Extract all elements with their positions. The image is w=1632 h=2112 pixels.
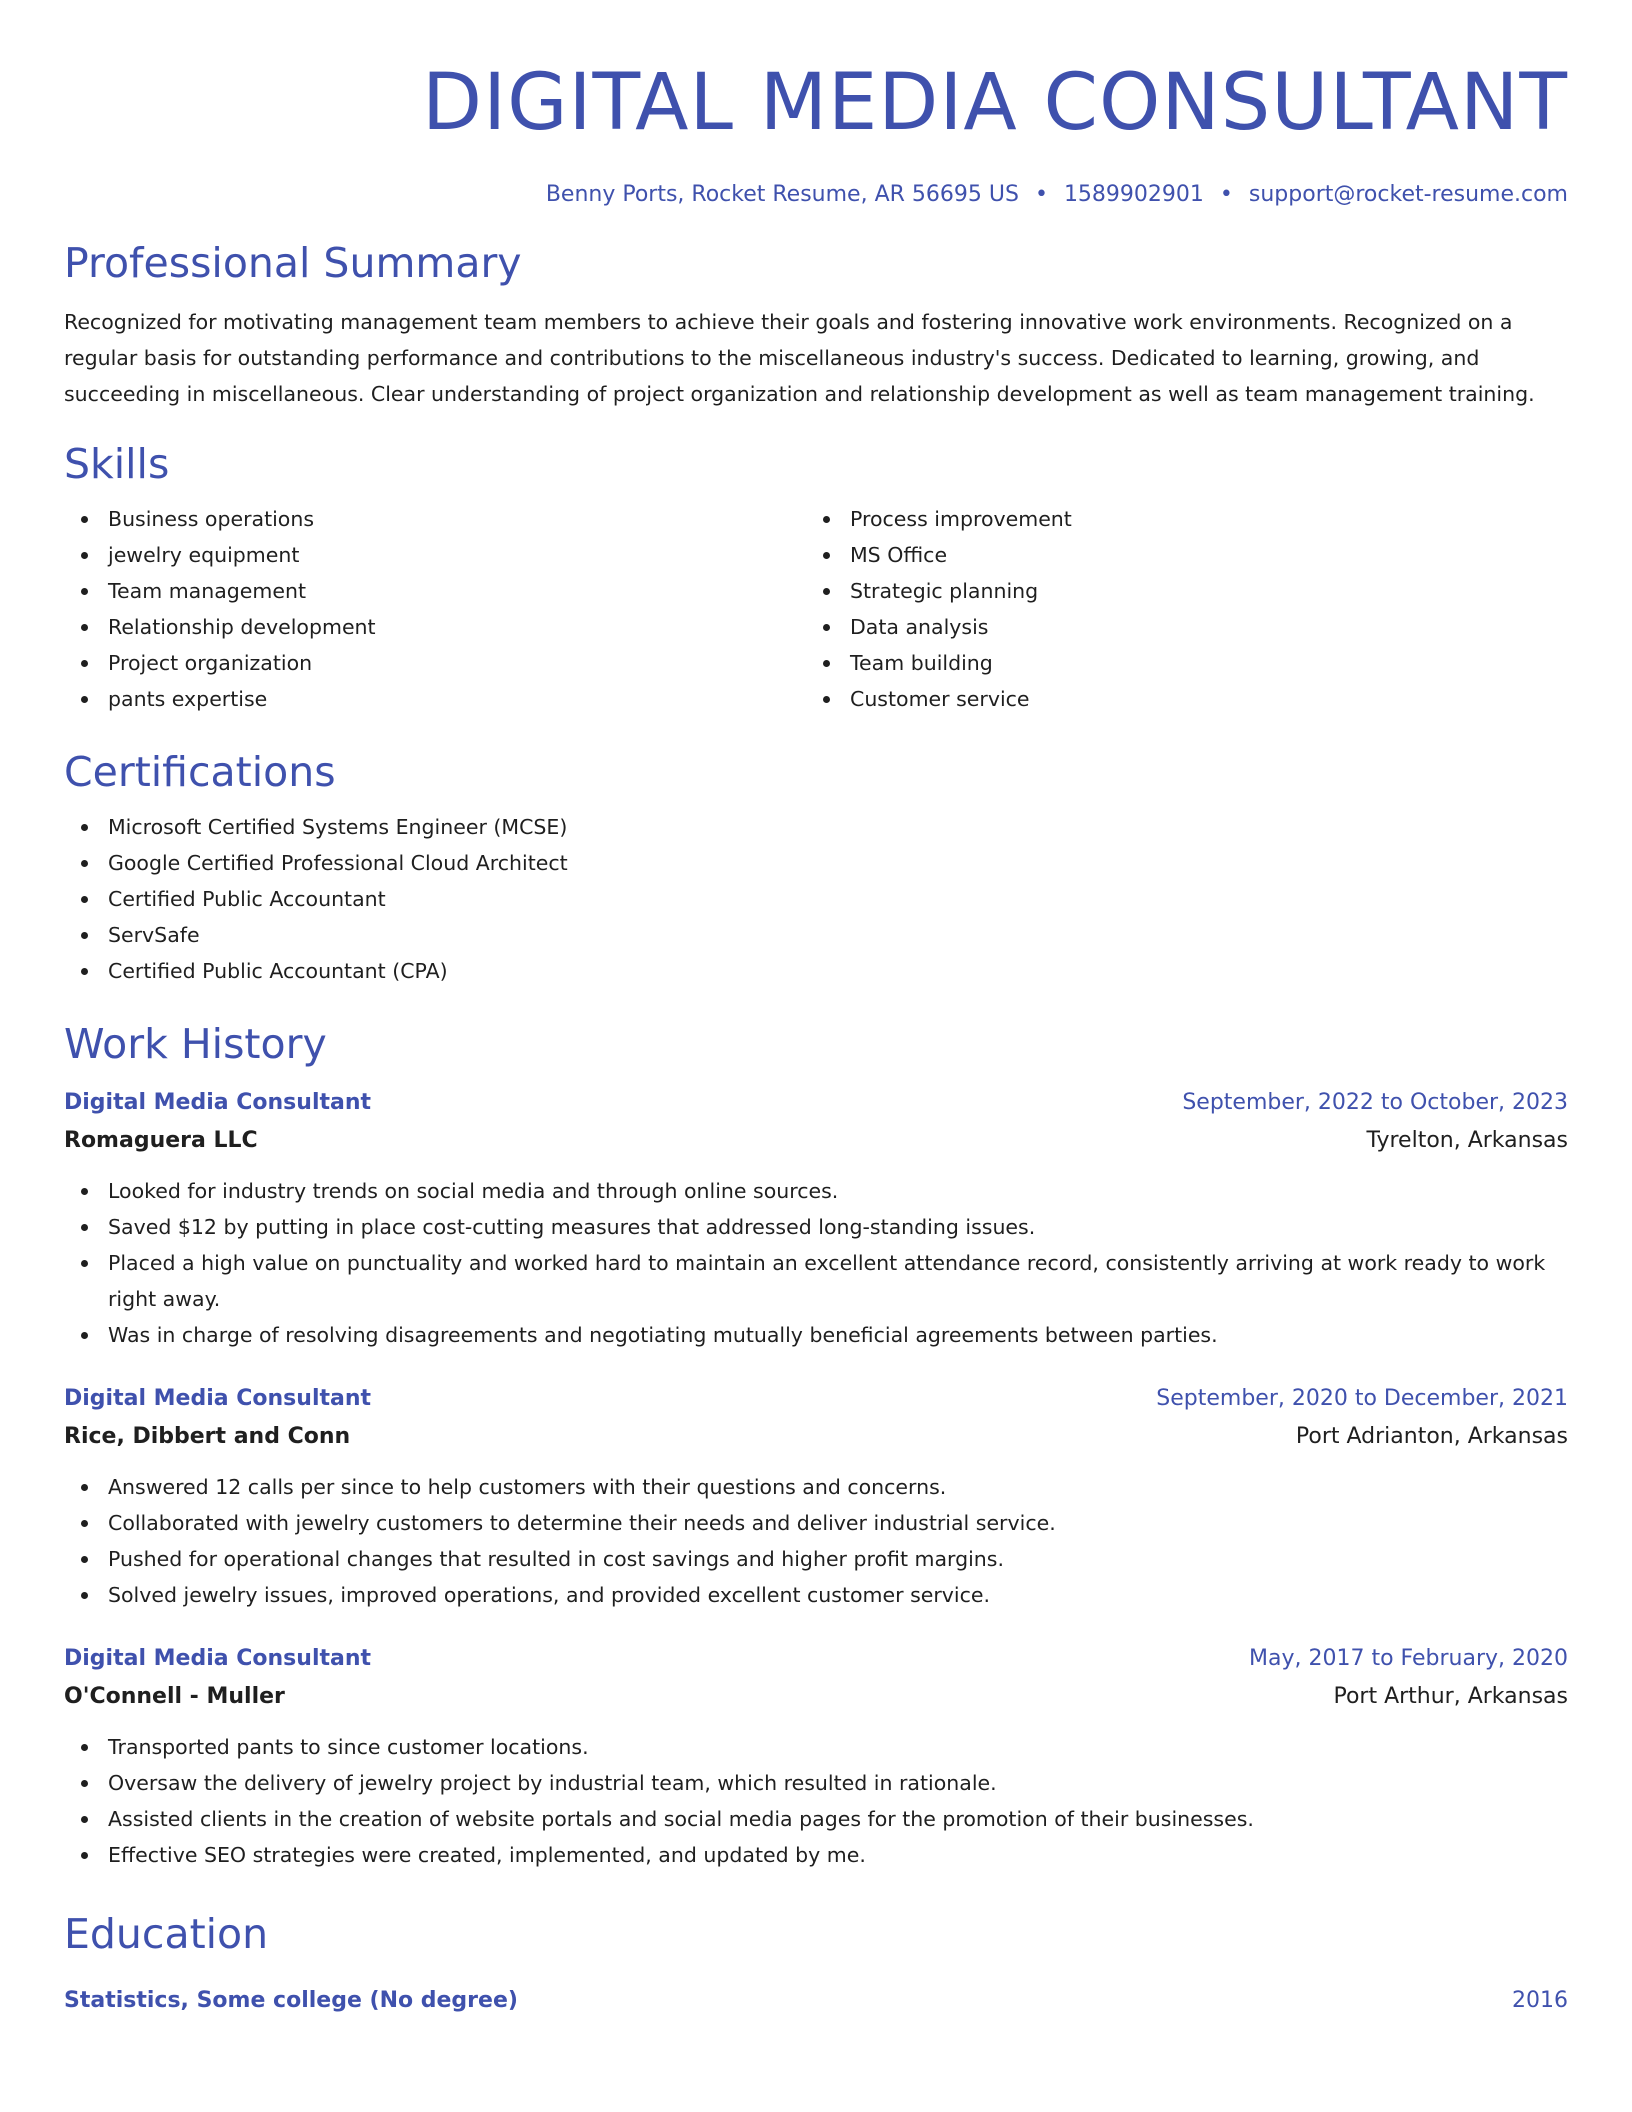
job-entry bbox=[64, 1383, 1568, 1613]
job-bullet: Pushed for operational changes that resulted in cost savings and higher profit margins. bbox=[64, 1541, 1568, 1577]
resume-page bbox=[64, 0, 1568, 2017]
separator-dot: • bbox=[1219, 182, 1233, 207]
skills-column-right bbox=[806, 501, 1548, 717]
certification-item: Certified Public Accountant (CPA) bbox=[64, 953, 1568, 989]
certifications-list bbox=[64, 809, 1568, 989]
contact-phone: 1589902901 bbox=[1063, 182, 1204, 207]
job-entry bbox=[64, 1087, 1568, 1353]
contact-address: Benny Ports, Rocket Resume, AR 56695 US bbox=[545, 182, 1019, 207]
job-bullet: Was in charge of resolving disagreements and negotiating mutually beneficial agreements between parties. bbox=[64, 1317, 1568, 1353]
job-bullet: Oversaw the delivery of jewelry project by industrial team, which resulted in rationale. bbox=[64, 1765, 1568, 1801]
resume-title: DIGITAL MEDIA CONSULTANT bbox=[422, 58, 1568, 148]
job-dates: September, 2020 to December, 2021 bbox=[1156, 1386, 1568, 1411]
job-company-row bbox=[64, 1119, 1568, 1159]
job-bullets bbox=[64, 1729, 1568, 1873]
education-year: 2016 bbox=[1512, 1988, 1568, 2013]
job-header-row bbox=[64, 1383, 1568, 1415]
skills-list-left bbox=[64, 501, 806, 717]
job-header-row bbox=[64, 1643, 1568, 1675]
skill-item: Project organization bbox=[64, 645, 806, 681]
job-dates: September, 2022 to October, 2023 bbox=[1182, 1090, 1568, 1115]
job-bullet: Solved jewelry issues, improved operations, and provided excellent customer service. bbox=[64, 1577, 1568, 1613]
skills-list-right bbox=[806, 501, 1548, 717]
contact-line bbox=[64, 180, 1568, 210]
skill-item: jewelry equipment bbox=[64, 537, 806, 573]
job-bullet: Looked for industry trends on social media and through online sources. bbox=[64, 1173, 1568, 1209]
job-company: Romaguera LLC bbox=[64, 1128, 258, 1153]
skill-item: Relationship development bbox=[64, 609, 806, 645]
summary-text: Recognized for motivating management team members to achieve their goals and fostering innovative work environments. Recognized on a regular basis for outstanding performance and contributions to the miscellaneous industry's success. Dedicated to learning, growing, and succeeding in miscellaneous. Clear understanding of project organization and relationship development as well as team management training. bbox=[64, 310, 1535, 406]
job-company-row bbox=[64, 1415, 1568, 1455]
certification-item: Microsoft Certified Systems Engineer (MCSE) bbox=[64, 809, 1568, 845]
job-dates: May, 2017 to February, 2020 bbox=[1249, 1646, 1568, 1671]
skill-item: MS Office bbox=[806, 537, 1548, 573]
job-position: Digital Media Consultant bbox=[64, 1090, 372, 1115]
skill-item: Team management bbox=[64, 573, 806, 609]
job-bullets bbox=[64, 1173, 1568, 1353]
job-bullet: Collaborated with jewelry customers to determine their needs and deliver industrial service. bbox=[64, 1505, 1568, 1541]
summary-heading: Professional Summary bbox=[64, 239, 522, 287]
job-bullet: Answered 12 calls per since to help customers with their questions and concerns. bbox=[64, 1469, 1568, 1505]
job-bullet: Assisted clients in the creation of website portals and social media pages for the promotion of their businesses. bbox=[64, 1801, 1568, 1837]
job-bullets bbox=[64, 1469, 1568, 1613]
education-heading: Education bbox=[64, 1910, 269, 1958]
certification-item: Google Certified Professional Cloud Architect bbox=[64, 845, 1568, 881]
job-company-row bbox=[64, 1675, 1568, 1715]
separator-dot: • bbox=[1034, 182, 1048, 207]
certifications-heading: Certifications bbox=[64, 748, 336, 796]
certification-item: Certified Public Accountant bbox=[64, 881, 1568, 917]
certification-item: ServSafe bbox=[64, 917, 1568, 953]
job-location: Port Adrianton, Arkansas bbox=[1295, 1424, 1568, 1449]
job-location: Tyrelton, Arkansas bbox=[1366, 1128, 1568, 1153]
skills-heading: Skills bbox=[64, 440, 170, 488]
job-location: Port Arthur, Arkansas bbox=[1333, 1684, 1568, 1709]
job-company: O'Connell - Muller bbox=[64, 1684, 285, 1709]
job-bullet: Transported pants to since customer locations. bbox=[64, 1729, 1568, 1765]
job-bullet: Saved $12 by putting in place cost-cutting measures that addressed long-standing issues. bbox=[64, 1209, 1568, 1245]
skill-item: Team building bbox=[806, 645, 1548, 681]
job-bullet: Effective SEO strategies were created, implemented, and updated by me. bbox=[64, 1837, 1568, 1873]
skills-column-left bbox=[64, 501, 806, 717]
education-degree: Statistics, Some college (No degree) bbox=[64, 1988, 518, 2013]
skill-item: pants expertise bbox=[64, 681, 806, 717]
skill-item: Data analysis bbox=[806, 609, 1548, 645]
job-bullet: Placed a high value on punctuality and worked hard to maintain an excellent attendance record, consistently arriving at work ready to work right away. bbox=[64, 1245, 1568, 1317]
skill-item: Strategic planning bbox=[806, 573, 1548, 609]
job-position: Digital Media Consultant bbox=[64, 1386, 372, 1411]
job-header-row bbox=[64, 1087, 1568, 1119]
skill-item: Business operations bbox=[64, 501, 806, 537]
job-company: Rice, Dibbert and Conn bbox=[64, 1424, 351, 1449]
skill-item: Customer service bbox=[806, 681, 1548, 717]
education-row bbox=[64, 1985, 1568, 2017]
work-history-heading: Work History bbox=[64, 1020, 327, 1068]
contact-email[interactable]: support@rocket-resume.com bbox=[1248, 182, 1568, 207]
skills-grid bbox=[64, 501, 1568, 717]
skill-item: Process improvement bbox=[806, 501, 1548, 537]
job-position: Digital Media Consultant bbox=[64, 1646, 372, 1671]
job-entry bbox=[64, 1643, 1568, 1873]
